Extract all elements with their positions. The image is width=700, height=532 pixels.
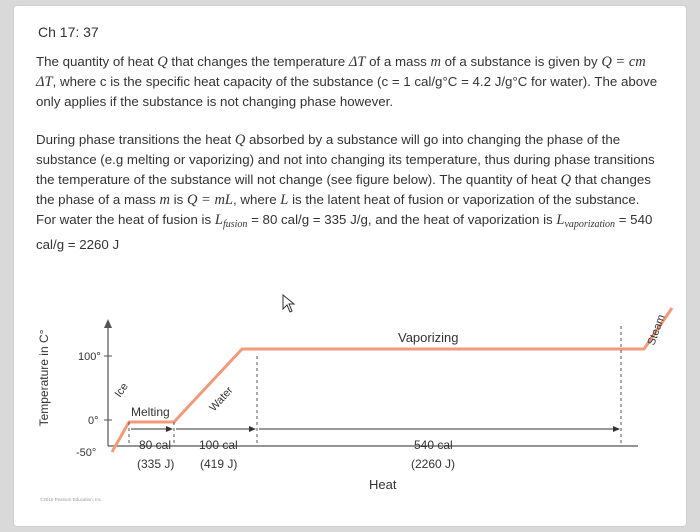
y-axis-label: Temperature in C° xyxy=(37,329,51,427)
label-water: Water xyxy=(207,384,236,415)
segment-arrowhead-1 xyxy=(166,426,173,432)
page-title: Ch 17: 37 xyxy=(38,24,99,40)
heat-label-3-joule: (2260 J) xyxy=(411,457,456,471)
x-axis-label: Heat xyxy=(369,477,397,492)
label-steam: Steam xyxy=(645,313,668,348)
tick-label-100: 100° xyxy=(78,351,101,363)
tick-label-minus-50: -50° xyxy=(76,447,97,459)
paragraph-latent-heat: During phase transitions the heat Q absorbed by a substance will go into changing the phase of the substance (e.g melting or vaporizing) and not into changing its temperature, thus during phase transitions the temperature of the substance will not change (see figure below). The quantity of heat Q that changes the phase of a mass m is Q = mL, where L is the latent heat of fusion or vaporization of the substance. For water the heat of fusion is $L_{fusion} = 80$ cal/g = 335 J/g, and the heat of vaporization is $L_{vaporization} = 540$ cal/g = 2260 J xyxy=(36,132,655,252)
heat-label-3-cal: 540 cal xyxy=(414,438,453,452)
heat-label-1-cal: 80 cal xyxy=(139,438,172,452)
heating-curve xyxy=(112,308,672,452)
content-card xyxy=(14,6,686,526)
latent-equation: Q = mL xyxy=(186,192,233,208)
mouse-cursor-icon xyxy=(282,294,296,314)
segment-arrowhead-3 xyxy=(613,426,620,432)
heat-equation: Q = cm ΔT xyxy=(36,54,646,90)
segment-arrowhead-2 xyxy=(249,426,256,432)
paragraph-heat-capacity: The quantity of heat Q that changes the temperature ΔT of a mass m of a substance is given by Q = cm ΔT, where c is the specific heat capacity of the substance (c = 1 cal/g°C = 4.2 J/g°C for water). The above only applies if the substance is not changing phase however. xyxy=(36,54,658,109)
label-ice: Ice xyxy=(112,380,131,400)
copyright-text: ©2015 Pearson Education, Inc. xyxy=(40,497,103,502)
heating-curve-figure xyxy=(14,6,686,526)
heat-label-1-joule: (335 J) xyxy=(137,457,175,471)
label-vaporizing: Vaporizing xyxy=(398,330,459,345)
label-melting: Melting xyxy=(131,405,170,419)
tick-label-0: 0° xyxy=(88,415,99,427)
heat-label-2-joule: (419 J) xyxy=(200,457,238,471)
y-axis-arrow xyxy=(104,319,112,328)
heat-label-2-cal: 100 cal xyxy=(199,438,238,452)
